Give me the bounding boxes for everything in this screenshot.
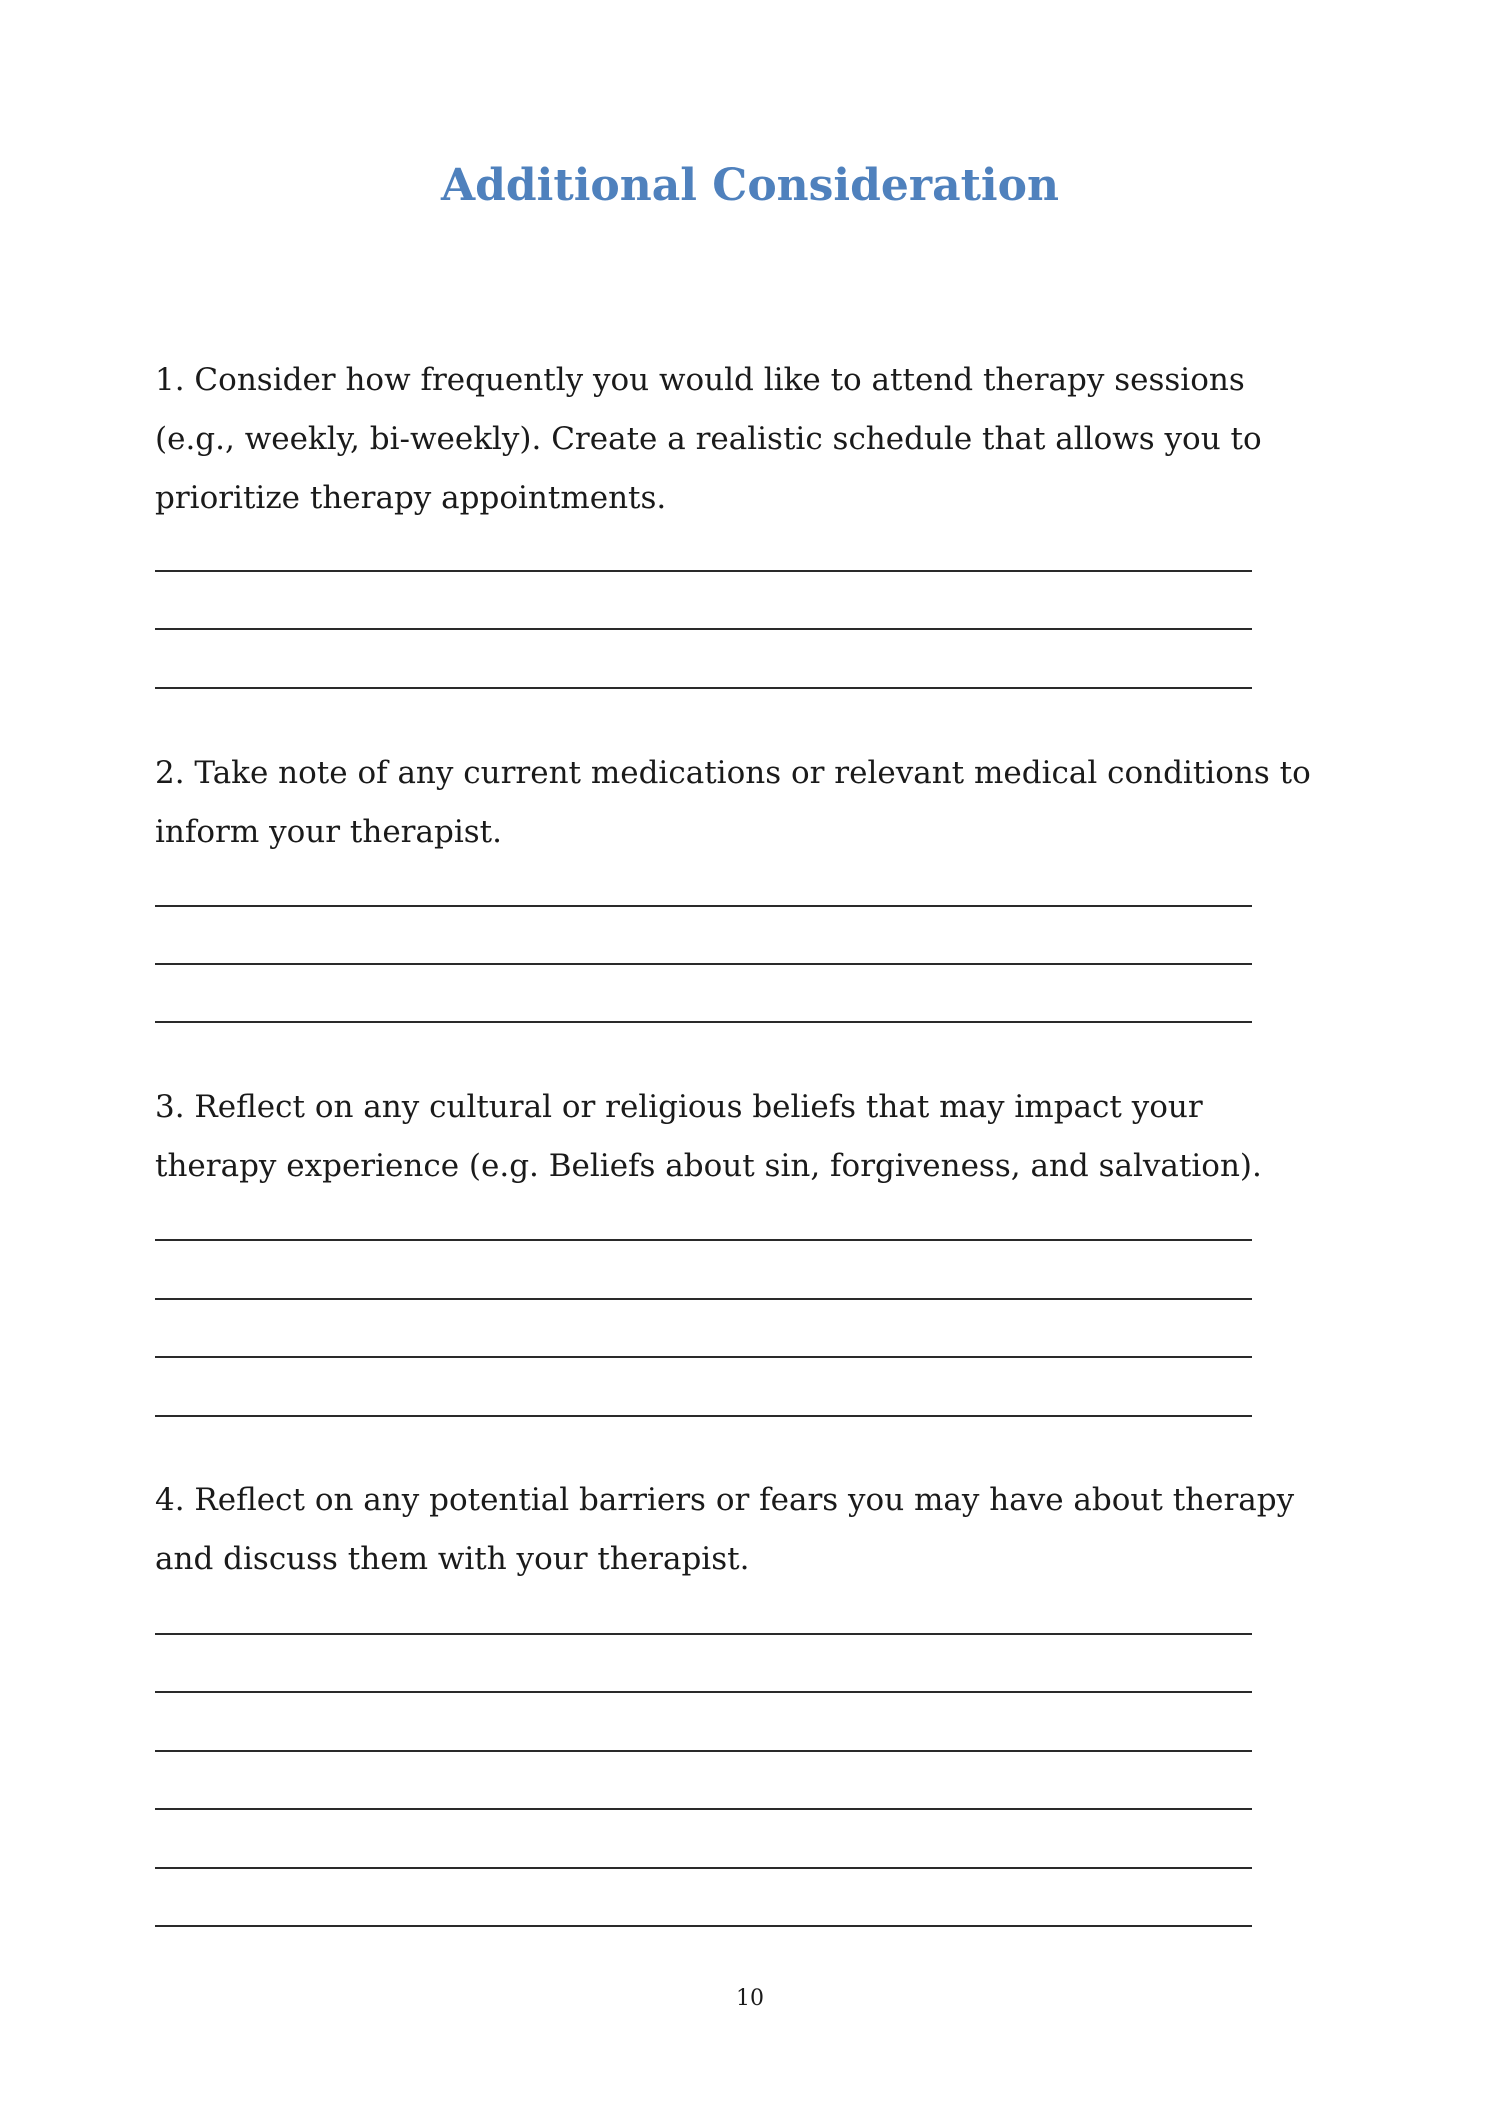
answer-line[interactable] [155, 1415, 1252, 1417]
answer-line[interactable] [155, 1808, 1252, 1810]
question-2: 2. Take note of any current medications or relevant medical conditions to inform your therapist. [155, 755, 1311, 850]
answer-line[interactable] [155, 570, 1252, 572]
answer-line[interactable] [155, 1356, 1252, 1358]
page-title: Additional Consideration [441, 160, 1059, 211]
answer-line[interactable] [155, 1239, 1252, 1241]
answer-line[interactable] [155, 1633, 1252, 1635]
answer-line[interactable] [155, 1750, 1252, 1752]
answer-line[interactable] [155, 1691, 1252, 1693]
answer-line[interactable] [155, 1925, 1252, 1927]
question-1: 1. Consider how frequently you would like to attend therapy sessions (e.g., weekly, bi-weekly). Create a realistic schedule that allows you to prioritize therapy appointments. [155, 362, 1262, 516]
answer-line[interactable] [155, 905, 1252, 907]
answer-line[interactable] [155, 963, 1252, 965]
answer-line[interactable] [155, 1298, 1252, 1300]
page-number: 10 [736, 1986, 764, 2011]
answer-line[interactable] [155, 1021, 1252, 1023]
answer-line[interactable] [155, 628, 1252, 630]
question-3: 3. Reflect on any cultural or religious beliefs that may impact your therapy experience (e.g. Beliefs about sin, forgiveness, and salvation). [155, 1089, 1262, 1184]
answer-line[interactable] [155, 687, 1252, 689]
answer-line[interactable] [155, 1867, 1252, 1869]
question-4: 4. Reflect on any potential barriers or fears you may have about therapy and discuss them with your therapist. [155, 1482, 1295, 1577]
